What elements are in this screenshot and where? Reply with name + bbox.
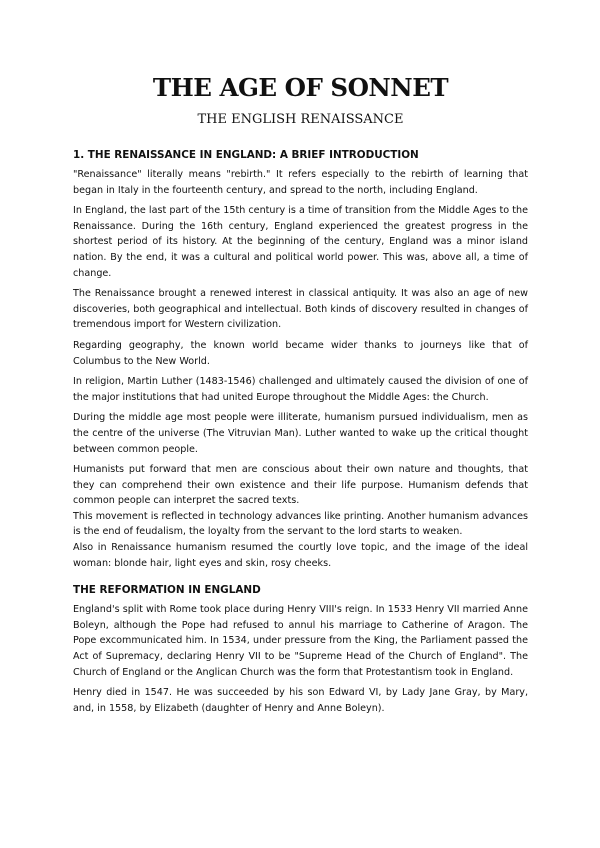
paragraph: Humanists put forward that men are conscious about their own nature and thoughts, that they can comprehend their own existence and their life purpose. Humanism defends that common people can interpret the sacred texts.: [73, 464, 528, 507]
paragraph: In England, the last part of the 15th century is a time of transition from the Middle Ages to the Renaissance. During the 16th century, England experienced the greatest progress in the shortest period of its history. At the beginning of the century, England was a minor island nation. By the end, it was a cultural and political world power. This was, above all, a time of change.: [73, 205, 528, 279]
section-heading: THE REFORMATION IN ENGLAND: [73, 584, 261, 597]
document-subtitle: THE ENGLISH RENAISSANCE: [197, 112, 404, 127]
paragraph: In religion, Martin Luther (1483-1546) challenged and ultimately caused the division of one of the major institutions that had united Europe throughout the Middle Ages: the Church.: [73, 376, 528, 403]
paragraph: "Renaissance" literally means "rebirth." It refers especially to the rebirth of learning that began in Italy in the fourteenth century, and spread to the north, including England.: [73, 169, 528, 196]
section-heading: 1. THE RENAISSANCE IN ENGLAND: A BRIEF INTRODUCTION: [73, 149, 419, 161]
paragraph: Henry died in 1547. He was succeeded by his son Edward VI, by Lady Jane Gray, by Mary, and, in 1558, by Elizabeth (daughter of Henry and Anne Boleyn).: [73, 687, 528, 714]
document-page: [73, 70, 528, 721]
paragraph: The Renaissance brought a renewed interest in classical antiquity. It was also an age of new discoveries, both geographical and intellectual. Both kinds of discovery resulted in changes of tremendous import for Western civilization.: [73, 288, 528, 331]
paragraph: England's split with Rome took place during Henry VIII's reign. In 1533 Henry VII married Anne Boleyn, although the Pope had refused to annul his marriage to Catherine of Aragon. The Pope excommunicated him. In 1534, under pressure from the King, the Parliament passed the Act of Supremacy, declaring Henry VII to be "Supreme Head of the Church of England". The Church of England or the Anglican Church was the form that Protestantism took in England.: [73, 604, 528, 678]
section-renaissance-intro: [73, 148, 528, 571]
paragraph: Regarding geography, the known world became wider thanks to journeys like that of Columbus to the New World.: [73, 339, 528, 367]
section-reformation: [73, 583, 528, 716]
paragraph: During the middle age most people were illiterate, humanism pursued individualism, men as the centre of the universe (The Vitruvian Man). Luther wanted to wake up the critical thought between common people.: [73, 412, 528, 455]
paragraph: Also in Renaissance humanism resumed the courtly love topic, and the image of the ideal woman: blonde hair, light eyes and skin, rosy cheeks.: [73, 542, 528, 569]
paragraph: This movement is reflected in technology advances like printing. Another humanism advances is the end of feudalism, the loyalty from the servant to the lord starts to weaken.: [73, 510, 528, 538]
document-title: THE AGE OF SONNET: [152, 73, 449, 102]
